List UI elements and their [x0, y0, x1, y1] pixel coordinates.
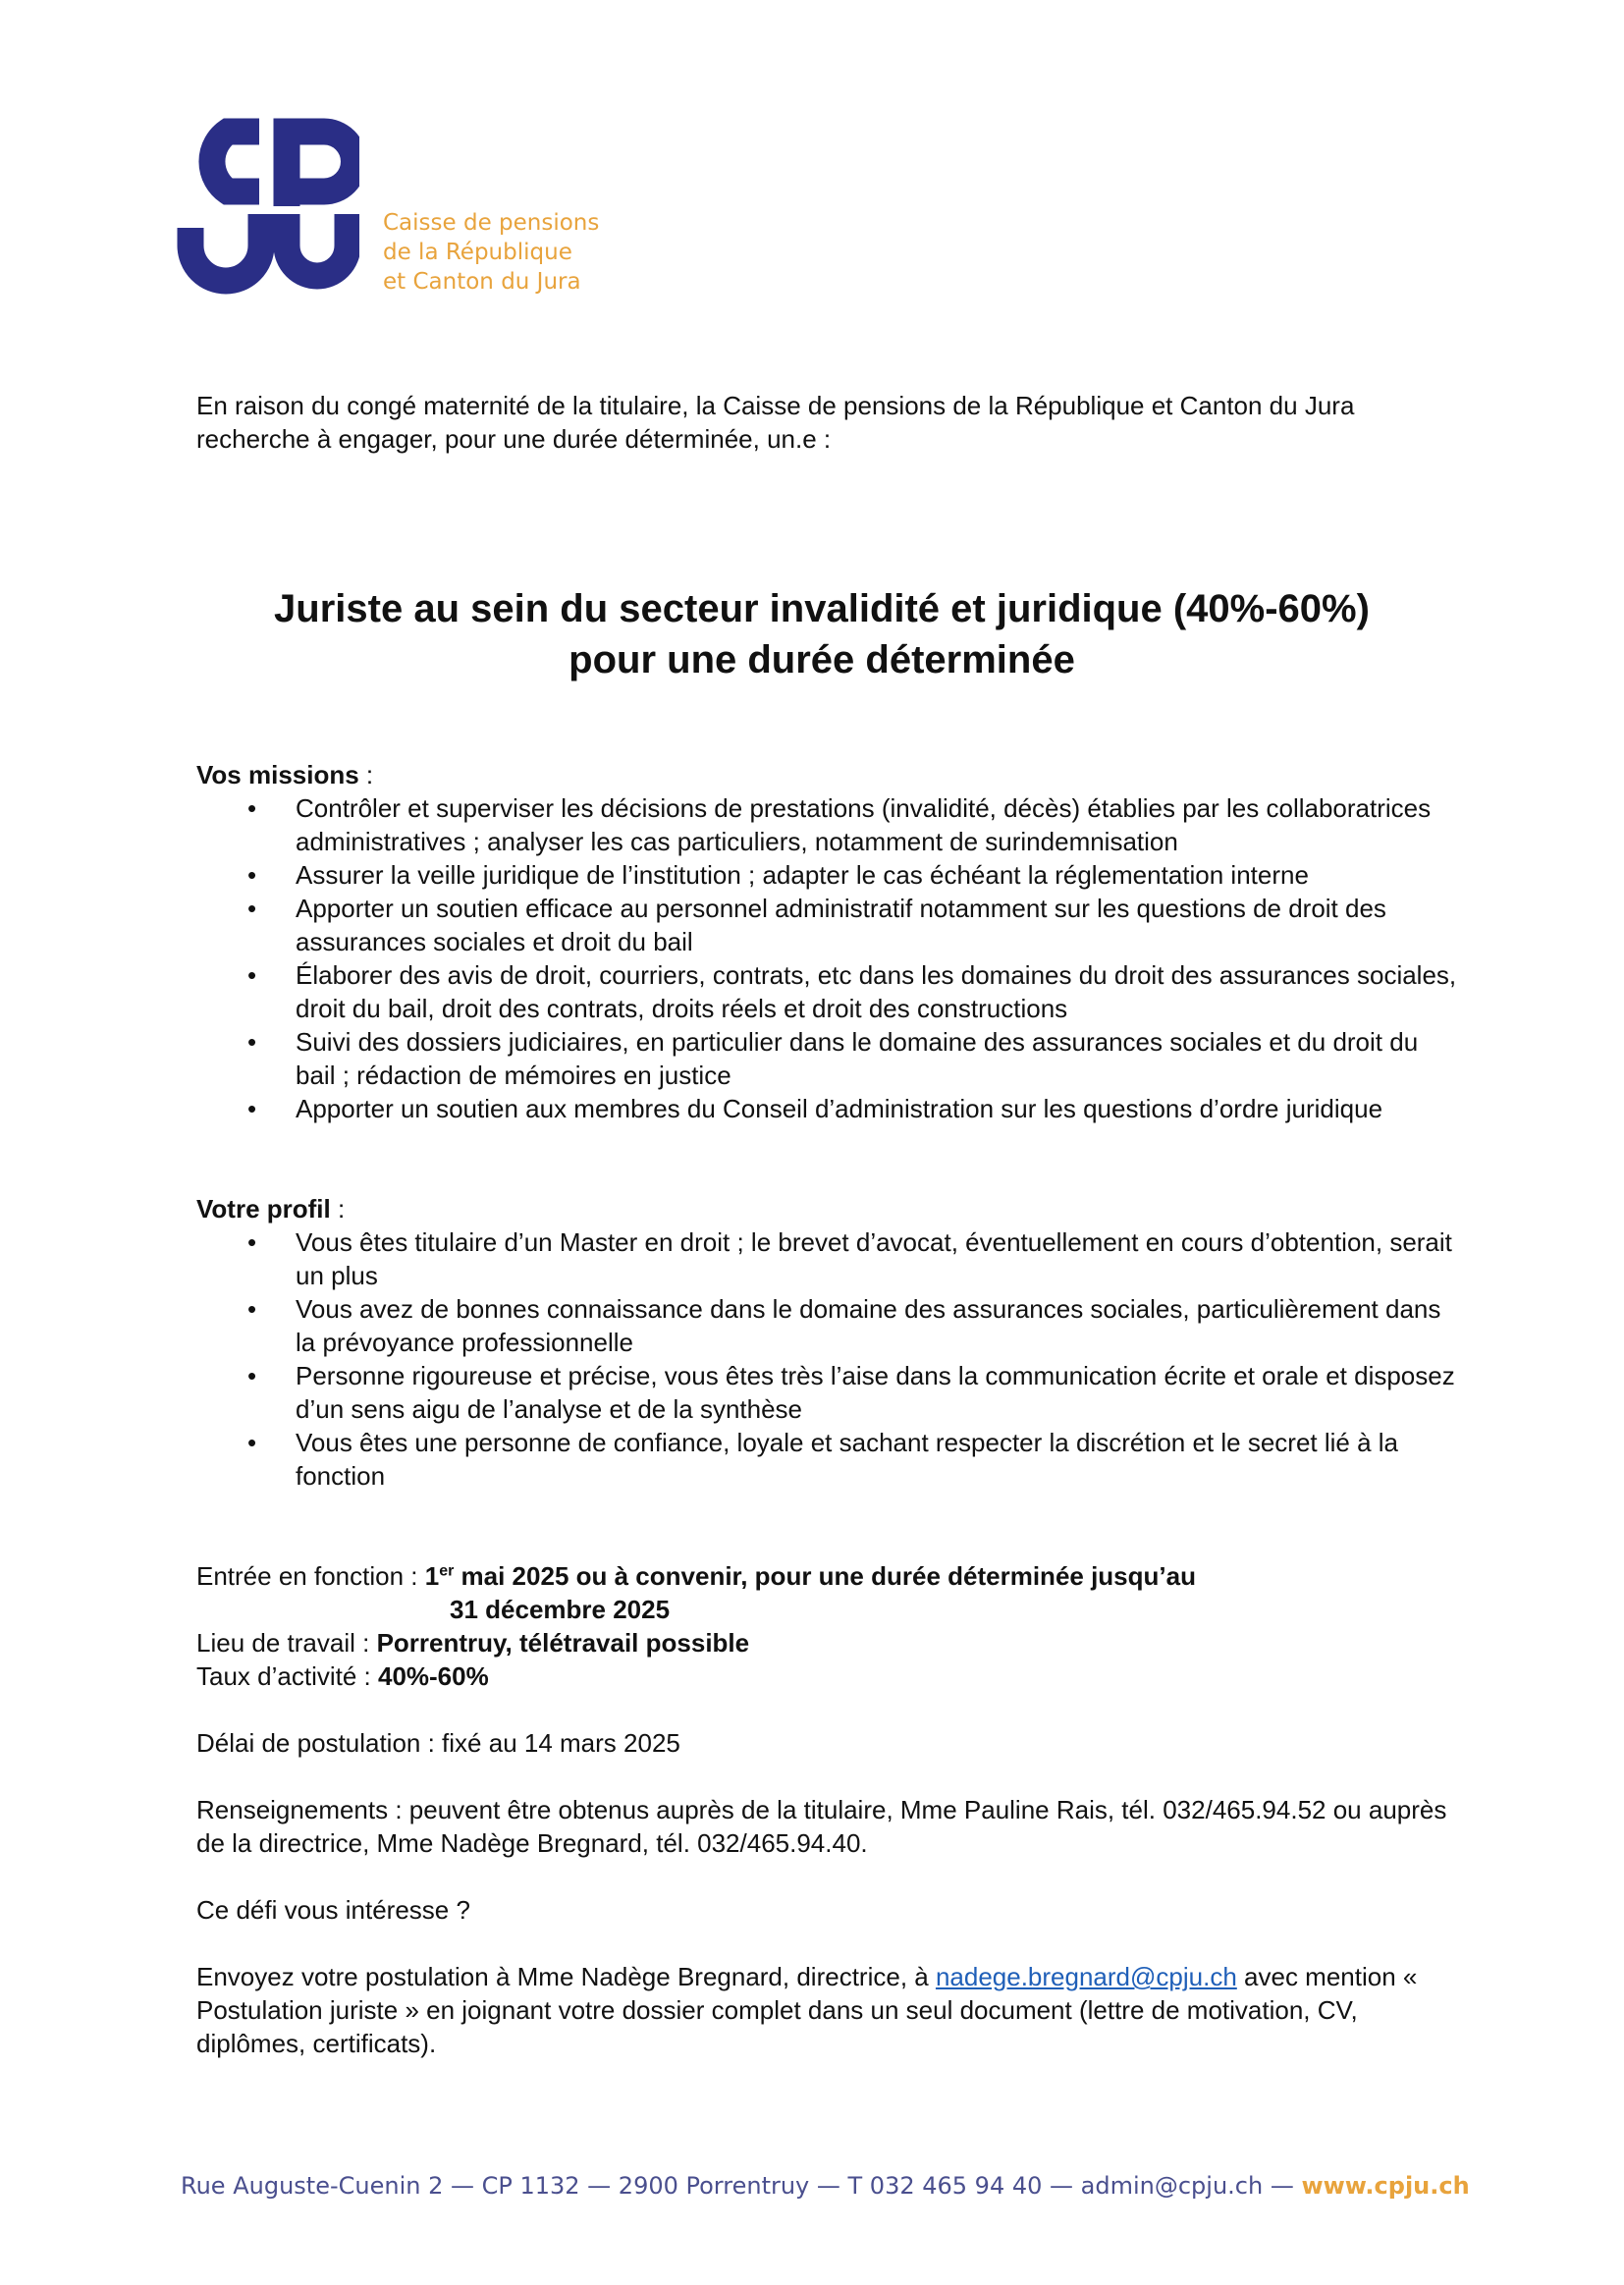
mission-item: • Apporter un soutien aux membres du Conseil d’administration sur les questions d’ordre juridique: [196, 1092, 1463, 1125]
email-link[interactable]: nadege.bregnard@cpju.ch: [935, 1962, 1237, 1991]
profile-item: • Vous avez de bonnes connaissance dans le domaine des assurances sociales, particulièrement dans la prévoyance professionnelle: [196, 1292, 1463, 1359]
job-title-line: pour une durée déterminée: [568, 638, 1075, 681]
logo-caption-line: et Canton du Jura: [383, 269, 581, 295]
work-location: [196, 1626, 1463, 1659]
logo-caption: [383, 208, 599, 297]
activity-rate: [196, 1659, 1463, 1693]
footer-website[interactable]: www.cpju.ch: [1301, 2172, 1470, 2200]
profile-list: [196, 1225, 1463, 1493]
start-date: [196, 1559, 1463, 1593]
start-date-label: Entrée en fonction :: [196, 1561, 425, 1591]
cpju-logo-mark: [177, 116, 359, 295]
profile-heading-suffix: :: [330, 1194, 346, 1224]
logo-caption-line: de la République: [383, 240, 572, 265]
profile-item: • Personne rigoureuse et précise, vous êtes très l’aise dans la communication écrite et orale et disposez d’un sens aigu de l’analyse et de la synthèse: [196, 1359, 1463, 1426]
profile-heading: [196, 1192, 1463, 1225]
missions-heading: [196, 758, 1463, 791]
logo-letter-c: [212, 132, 259, 191]
mission-item: • Suivi des dossiers judiciaires, en particulier dans le domaine des assurances sociales et du droit du bail ; rédaction de mémoires en justice: [196, 1025, 1463, 1092]
mission-item: • Élaborer des avis de droit, courriers, contrats, etc dans les domaines du droit des assurances sociales, droit du bail, droit des contrats, droits réels et droit des constructions: [196, 958, 1463, 1025]
intro-paragraph: En raison du congé maternité de la titulaire, la Caisse de pensions de la République et Canton du Jura recherche à engager, pour une durée déterminée, un.e :: [196, 391, 1355, 454]
logo-letter-j: [190, 214, 261, 281]
application-instructions: [196, 1960, 1463, 2060]
missions-heading-suffix: :: [358, 760, 374, 789]
mission-item: • Contrôler et superviser les décisions de prestations (invalidité, décès) établies par les collaboratrices administratives ; analyser les cas particuliers, notamment de surindemnisation: [196, 791, 1463, 858]
missions-heading-text: Vos missions: [196, 760, 359, 789]
profile-heading-text: Votre profil: [196, 1194, 331, 1224]
activity-rate-value: 40%-60%: [377, 1661, 489, 1691]
application-deadline: Délai de postulation : fixé au 14 mars 2025: [196, 1728, 680, 1758]
job-title-line: Juriste au sein du secteur invalidité et juridique (40%-60%): [274, 587, 1370, 630]
job-details: [196, 1559, 1463, 2060]
logo-caption-line: Caisse de pensions: [383, 210, 600, 236]
application-text: Envoyez votre postulation à Mme Nadège Bregnard, directrice, à: [196, 1962, 936, 1991]
profile-item: • Vous êtes titulaire d’un Master en droit ; le brevet d’avocat, éventuellement en cours d’obtention, serait un plus: [196, 1225, 1463, 1292]
job-title: [189, 583, 1455, 685]
information-contact: Renseignements : peuvent être obtenus auprès de la titulaire, Mme Pauline Rais, tél. 032/465.94.52 ou auprès de la directrice, Mme Nadège Bregnard, tél. 032/465.94.40.: [196, 1795, 1447, 1858]
start-date-value: mai 2025 ou à convenir, pour une durée déterminée jusqu’au: [454, 1561, 1196, 1591]
missions-list: [196, 791, 1463, 1125]
work-location-value: Porrentruy, télétravail possible: [376, 1628, 750, 1658]
mission-item: • Assurer la veille juridique de l’institution ; adapter le cas échéant la réglementation interne: [196, 858, 1463, 892]
start-date-day: 1: [424, 1561, 440, 1591]
footer-address-text: Rue Auguste-Cuenin 2 — CP 1132 — 2900 Porrentruy — T 032 465 94 40 — admin@cpju.ch —: [181, 2172, 1302, 2200]
job-posting: [196, 389, 1463, 2060]
logo-letter-p: [287, 132, 353, 206]
application-text: avec mention « Postulation juriste » en joignant votre dossier complet dans un seul document (lettre de motivation, CV, diplômes, certificats).: [196, 1962, 1418, 2058]
mission-item: • Apporter un soutien efficace au personnel administratif notamment sur les questions de droit des assurances sociales et droit du bail: [196, 892, 1463, 958]
activity-rate-label: Taux d’activité :: [196, 1661, 378, 1691]
start-date-suffix: er: [439, 1562, 455, 1580]
profile-item: • Vous êtes une personne de confiance, loyale et sachant respecter la discrétion et le secret lié à la fonction: [196, 1426, 1463, 1493]
footer-address: [181, 2172, 1470, 2200]
closing-question: Ce défi vous intéresse ?: [196, 1895, 470, 1925]
logo-letter-u: [287, 214, 348, 276]
start-date-line2: 31 décembre 2025: [450, 1595, 671, 1624]
cpju-logo: [177, 116, 609, 295]
work-location-label: Lieu de travail :: [196, 1628, 377, 1658]
